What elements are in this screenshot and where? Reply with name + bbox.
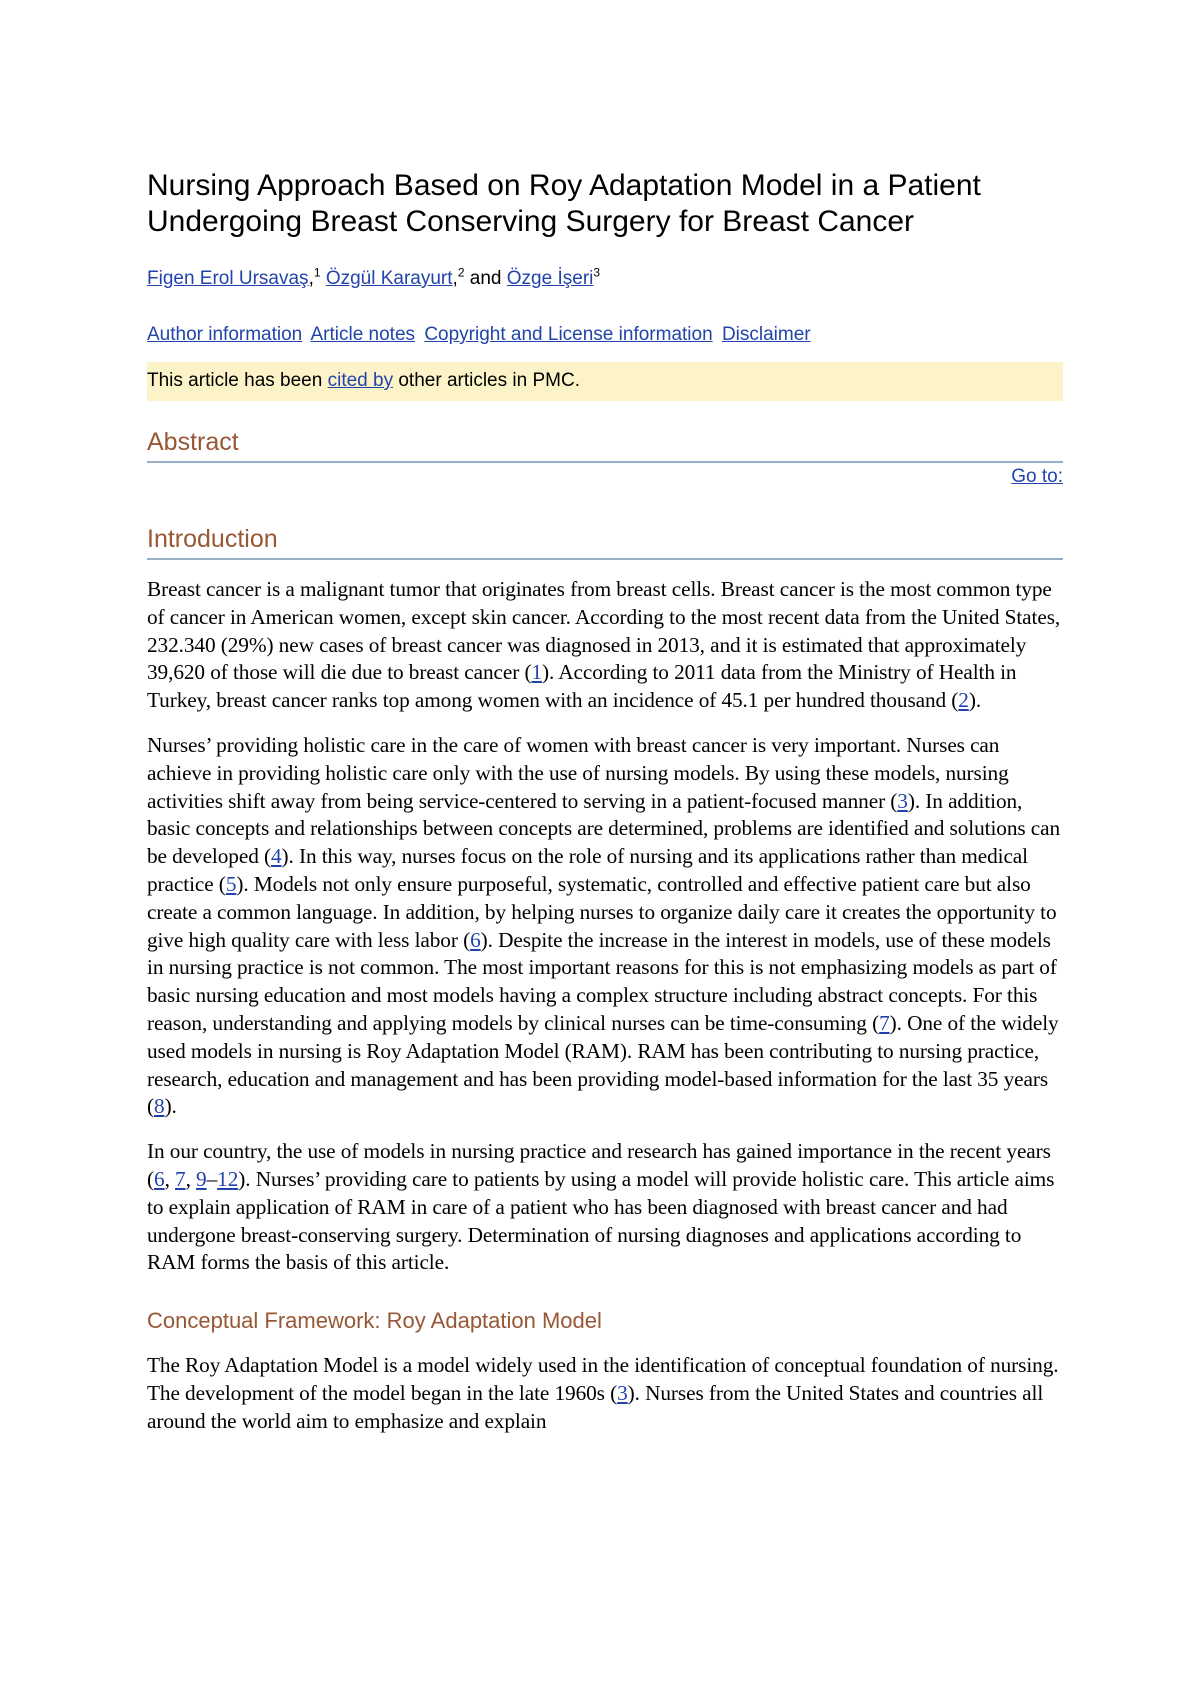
subsection-heading: Conceptual Framework: Roy Adaptation Model <box>147 1308 602 1334</box>
author-affiliation-sup: 3 <box>593 265 601 280</box>
text-run: ). In addition, basic concepts and relationships between concepts are determined, problems are identified and solutions can be developed ( <box>147 788 1061 869</box>
body-paragraph <box>147 732 1063 1121</box>
goto-link[interactable]: Go to: <box>1011 466 1063 487</box>
text-run: The Roy Adaptation Model is a model widely used in the identification of conceptual foundation of nursing. The development of the model began in the late 1960s ( <box>147 1353 1059 1405</box>
citation-link[interactable]: 5 <box>225 871 237 896</box>
cited-by-notice: This article has been cited by other articles in PMC. <box>147 362 1063 401</box>
author-information-link[interactable]: Author information <box>147 324 303 345</box>
citation-link[interactable]: 3 <box>897 788 908 813</box>
text-run: , <box>185 1166 197 1191</box>
citation-link[interactable]: 4 <box>270 844 282 869</box>
text-run: ). Nurses’ providing care to patients by using a model will provide holistic care. This article aims to explain application of RAM in care of a patient who has been diagnosed with breast cancer and had undergone breast-conserving surgery. Determination of nursing diagnoses and applications according to RAM forms the basis of this article. <box>147 1166 1055 1275</box>
article-title: Nursing Approach Based on Roy Adaptation Model in a Patient Undergoing Breast Conserving Surgery for Breast Cancer <box>147 169 981 238</box>
text-run: ). One of the widely used models in nursing is Roy Adaptation Model (RAM). RAM has been contributing to nursing practice, research, education and management and has been providing model-based information for the last 35 years ( <box>147 1010 1059 1119</box>
text-run: Breast cancer is a malignant tumor that originates from breast cells. Breast cancer is the most common type of cancer in American women, except skin cancer. According to the most recent data from the United States, 232.340 (29%) new cases of breast cancer was diagnosed in 2013, and it is estimated that approximately 39,620 of those will die due to breast cancer ( <box>147 577 1061 685</box>
article-meta-links <box>147 323 1063 347</box>
article <box>147 168 1063 1436</box>
text-run: ). Models not only ensure purposeful, systematic, controlled and effective patient care but also create a common language. In addition, by helping nurses to organize daily care it creates the opportunity to give high quality care with less labor ( <box>147 871 1057 952</box>
citation-link[interactable]: 1 <box>531 660 542 685</box>
author-affiliation-sup: 2 <box>457 265 465 280</box>
cited-by-link[interactable]: cited by <box>327 370 394 391</box>
text-run: ). In this way, nurses focus on the role of nursing and its applications rather than medical practice ( <box>147 844 1028 896</box>
author-affiliation-sup: 1 <box>313 265 321 280</box>
author-list: Figen Erol Ursavaş,$^1$ Özgül Karayurt,$^2$ and Özge İşeri$^3$ <box>147 265 601 289</box>
author-link[interactable]: Özge İşeri <box>506 268 594 289</box>
body-paragraph <box>147 1352 1063 1435</box>
citation-link[interactable]: 6 <box>470 927 481 952</box>
text-run: – <box>206 1166 218 1191</box>
citation-link[interactable]: 6 <box>154 1166 165 1191</box>
disclaimer-link[interactable]: Disclaimer <box>721 324 811 345</box>
body-paragraph <box>147 576 1063 715</box>
text-run: ). Despite the increase in the interest in models, use of these models in nursing practice is not common. The most important reasons for this is not emphasizing models as part of basic nursing education and most models having a complex structure including abstract concepts. For this reason, understanding and applying models by clinical nurses can be time-consuming ( <box>147 927 1057 1035</box>
article-notes-link[interactable]: Article notes <box>310 324 416 345</box>
citation-link[interactable]: 8 <box>154 1094 165 1119</box>
citation-link[interactable]: 12 <box>217 1166 239 1191</box>
citation-link[interactable]: 7 <box>879 1010 890 1035</box>
text-run: , <box>164 1166 176 1191</box>
text-run: ). <box>164 1094 177 1119</box>
abstract-heading: Abstract <box>147 427 1063 463</box>
copyright-license-link[interactable]: Copyright and License information <box>424 324 713 345</box>
introduction-heading: Introduction <box>147 524 1063 560</box>
text-run: In our country, the use of models in nursing practice and research has gained importance in the recent years ( <box>147 1139 1051 1191</box>
citation-link[interactable]: 3 <box>617 1380 628 1405</box>
citation-link[interactable]: 7 <box>175 1166 186 1191</box>
text-run: ). Nurses from the United States and countries all around the world aim to emphasize and explain <box>147 1380 1044 1433</box>
author-link[interactable]: Özgül Karayurt <box>325 268 453 289</box>
citation-link[interactable]: 2 <box>958 688 969 713</box>
goto-container <box>147 465 1063 489</box>
text-run: Nurses’ providing holistic care in the care of women with breast cancer is very important. Nurses can achieve in providing holistic care only with the use of nursing models. By using these models, nursing activities shift away from being service-centered to serving in a patient-focused manner ( <box>147 732 1009 813</box>
authors-and: and <box>469 268 502 289</box>
body-paragraph <box>147 1138 1063 1277</box>
text-run: ). <box>968 688 982 713</box>
citation-link[interactable]: 9 <box>196 1166 207 1191</box>
text-run: ). According to 2011 data from the Ministry of Health in Turkey, breast cancer ranks top among women with an incidence of 45.1 per hundred thousand ( <box>147 660 1017 713</box>
author-link[interactable]: Figen Erol Ursavaş <box>147 268 309 289</box>
